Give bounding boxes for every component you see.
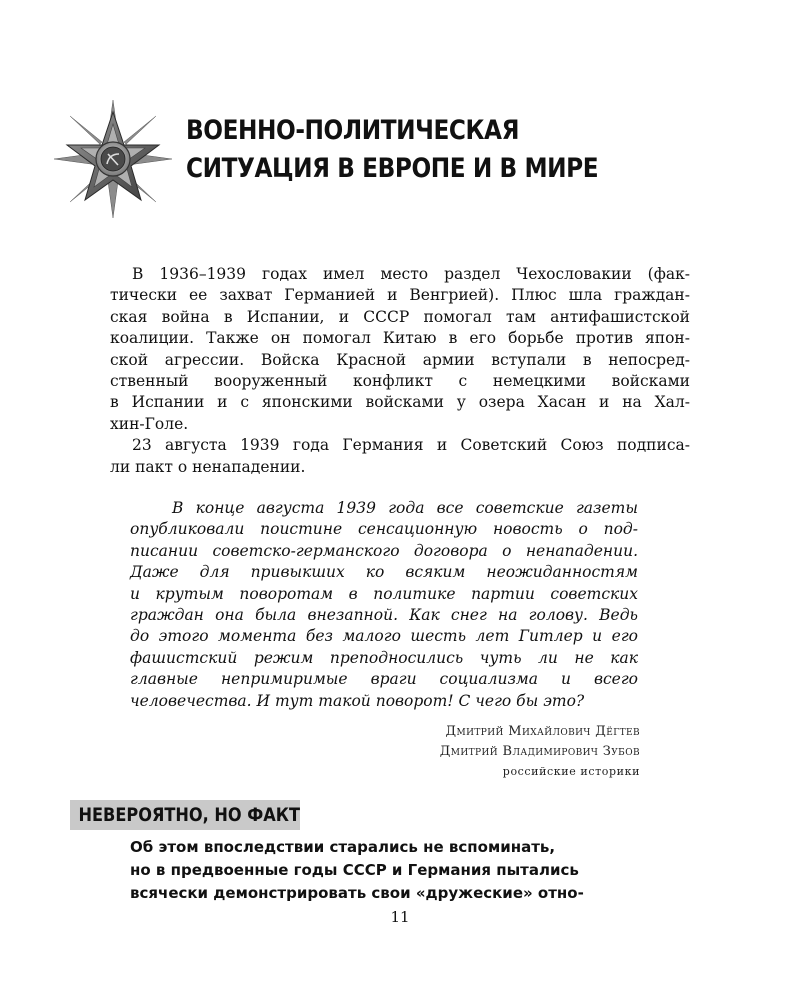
body-line: в Испании и с японскими войсками у озера Хасан и на Хал- — [110, 393, 690, 412]
title-line-1: ВОЕННО-ПОЛИТИЧЕСКАЯ — [186, 115, 520, 146]
quote-attribution — [440, 722, 640, 782]
quote-author-role: российские историки — [502, 765, 640, 778]
quote-author-2: Дмитрий Владимирович Зубов — [439, 744, 640, 759]
page-number: 11 — [390, 908, 410, 926]
fact-line: всячески демонстрировать свои «дружеские» отно- — [130, 884, 584, 902]
body-line: ственный вооруженный конфликт с немецкими войсками — [110, 372, 690, 391]
order-of-patriotic-war-icon — [52, 98, 174, 220]
quote-line: главные непримиримые враги социализма и всего — [130, 670, 638, 689]
fact-label-box — [70, 800, 300, 830]
quote-line: человечества. И тут такой поворот! С чего бы это? — [130, 691, 585, 710]
body-line: 23 августа 1939 года Германия и Советский Союз подписа- — [132, 436, 690, 455]
quote-author-1: Дмитрий Михайлович Дёгтев — [445, 724, 640, 739]
fact-text — [130, 836, 630, 905]
quote-block — [130, 498, 638, 712]
body-line: ской агрессии. Войска Красной армии вступали в непосред- — [110, 350, 690, 369]
quote-line: писании советско-германского договора о ненападении. — [130, 541, 638, 560]
quote-line: Даже для привыкших ко всяким неожиданностям — [130, 563, 638, 582]
quote-line: В конце августа 1939 года все советские газеты — [172, 499, 638, 517]
body-line: ли пакт о ненападении. — [110, 457, 306, 476]
quote-line: до этого момента без малого шесть лет Гитлер и его — [130, 627, 638, 646]
quote-line: фашистский режим преподносились чуть ли не как — [130, 648, 638, 667]
page-title — [186, 112, 598, 188]
fact-label: НЕВЕРОЯТНО, НО ФАКТ — [78, 804, 301, 826]
body-line: ская война в Испании, и СССР помогал там антифашистской — [110, 307, 690, 326]
body-line: тически ее захват Германией и Венгрией). Плюс шла граждан- — [110, 286, 690, 305]
body-line: хин-Голе. — [110, 414, 189, 433]
quote-line: и крутым поворотам в политике партии советских — [130, 584, 638, 603]
quote-line: опубликовали поистине сенсационную новость о под- — [130, 520, 638, 539]
fact-line: Об этом впоследствии старались не вспоминать, — [130, 838, 556, 856]
fact-line: но в предвоенные годы СССР и Германия пытались — [130, 861, 579, 879]
quote-line: граждан она была внезапной. Как снег на голову. Ведь — [130, 606, 638, 625]
title-line-2: СИТУАЦИЯ В ЕВРОПЕ И В МИРЕ — [186, 153, 599, 184]
body-line: коалиции. Также он помогал Китаю в его борьбе против япон- — [110, 329, 690, 348]
body-text — [110, 264, 690, 478]
body-line: В 1936–1939 годах имел место раздел Чехословакии (фак- — [132, 265, 690, 283]
